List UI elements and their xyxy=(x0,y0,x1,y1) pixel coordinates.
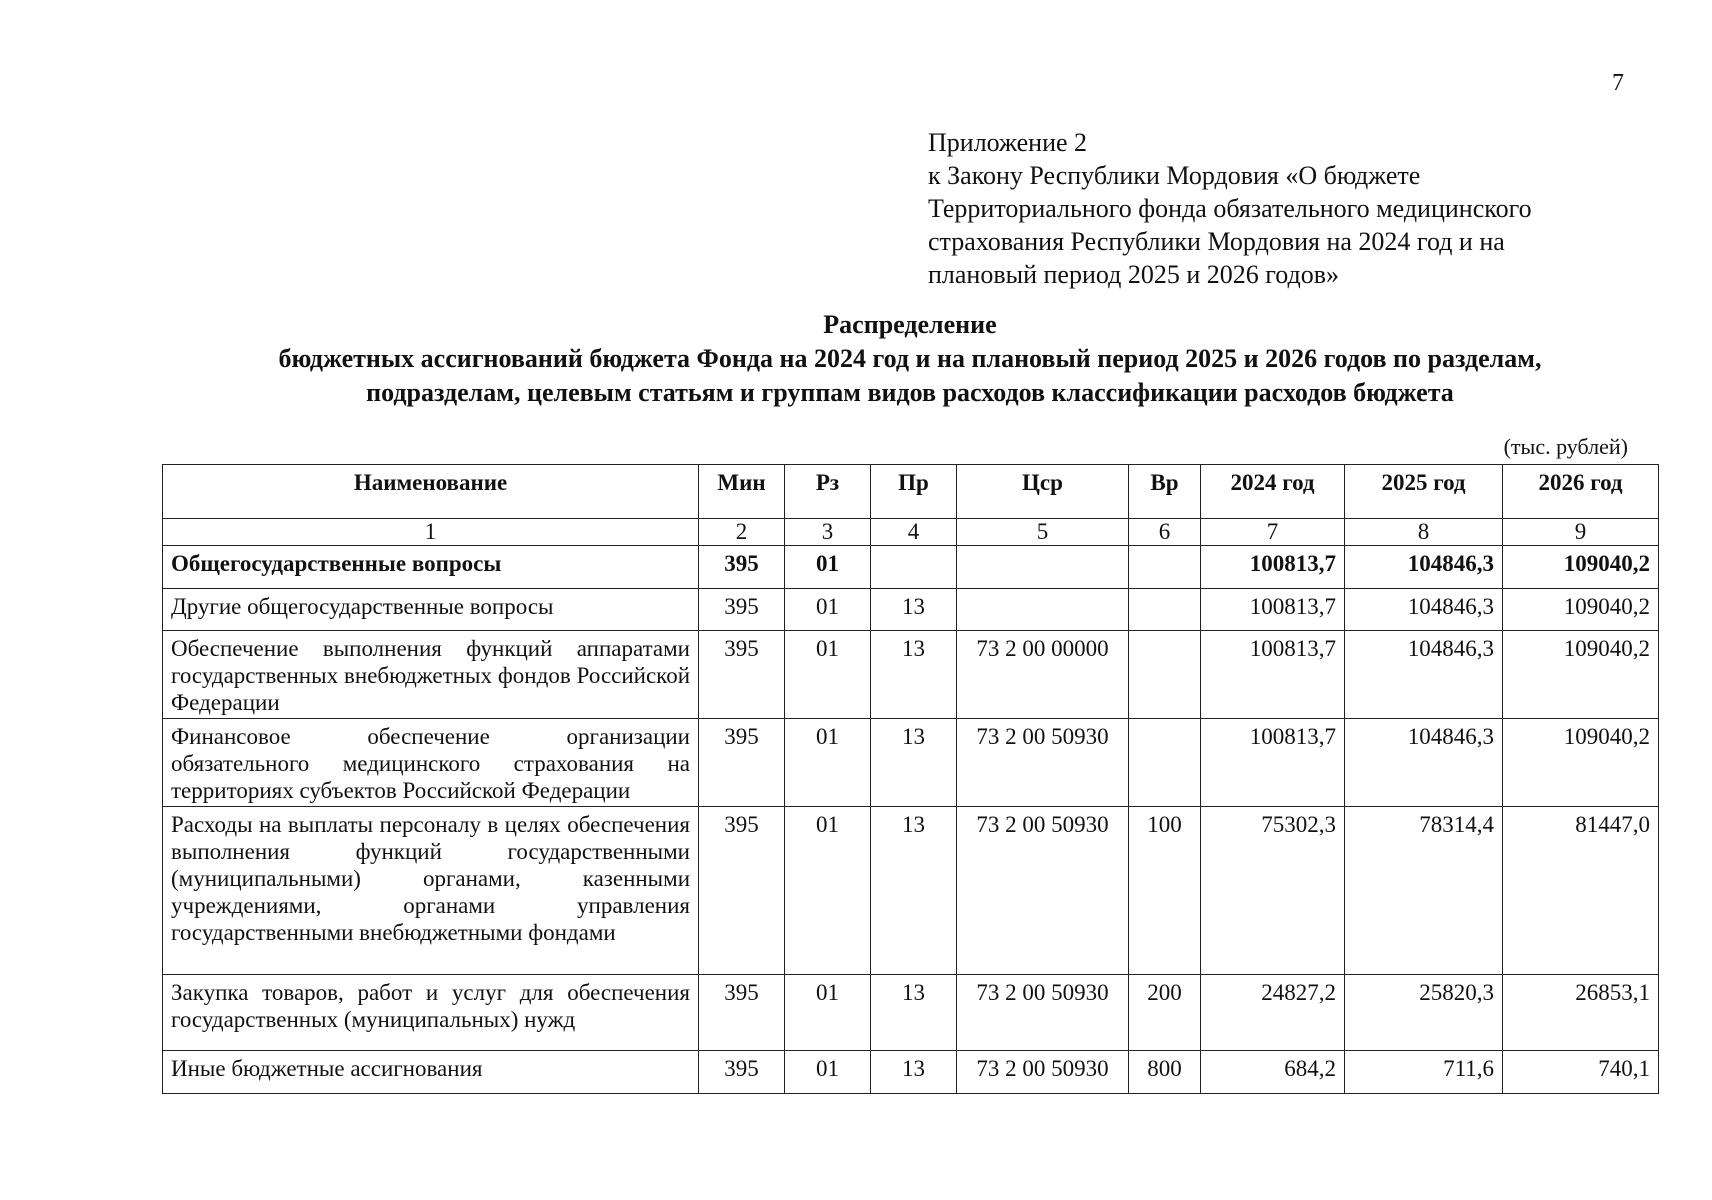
row-2026: 740,1 xyxy=(1503,1051,1659,1094)
document-title xyxy=(160,308,1660,410)
title-line: бюджетных ассигнований бюджета Фонда на 2024 год и на плановый период 2025 и 2026 годов по разделам, xyxy=(278,344,1542,373)
row-vr: 800 xyxy=(1129,1051,1201,1094)
table-row xyxy=(163,589,1659,631)
header-csr: Цср xyxy=(957,465,1129,519)
header-2026: 2026 год xyxy=(1503,465,1659,519)
table-row xyxy=(163,719,1659,807)
row-vr xyxy=(1129,631,1201,719)
title-line: подразделам, целевым статьям и группам видов расходов классификации расходов бюджета xyxy=(366,378,1454,407)
table-row xyxy=(163,975,1659,1051)
row-2026: 109040,2 xyxy=(1503,546,1659,589)
title-heading: Распределение xyxy=(823,310,997,339)
row-2026: 109040,2 xyxy=(1503,719,1659,807)
header-name: Наименование xyxy=(163,465,699,519)
row-rz: 01 xyxy=(785,807,871,975)
table-row xyxy=(163,631,1659,719)
budget-table xyxy=(162,464,1659,1094)
row-min: 395 xyxy=(699,807,785,975)
row-2025: 711,6 xyxy=(1345,1051,1503,1094)
row-csr: 73 2 00 50930 xyxy=(957,1051,1129,1094)
header-min: Мин xyxy=(699,465,785,519)
header-rz: Рз xyxy=(785,465,871,519)
row-name: Обеспечение выполнения функций аппаратами государственных внебюджетных фондов Российской Федерации xyxy=(163,631,699,719)
appendix-header xyxy=(928,126,1648,291)
row-rz: 01 xyxy=(785,631,871,719)
column-number-row xyxy=(163,519,1659,546)
row-name: Общегосударственные вопросы xyxy=(163,546,699,589)
page-number: 7 xyxy=(1612,70,1624,96)
row-min: 395 xyxy=(699,1051,785,1094)
table-row xyxy=(163,807,1659,975)
row-name: Финансовое обеспечение организации обязательного медицинского страхования на территориях субъектов Российской Федерации xyxy=(163,719,699,807)
row-min: 395 xyxy=(699,719,785,807)
appendix-line: Территориального фонда обязательного медицинского xyxy=(928,194,1532,223)
row-2026: 109040,2 xyxy=(1503,589,1659,631)
table-row xyxy=(163,1051,1659,1094)
row-name: Закупка товаров, работ и услуг для обеспечения государственных (муниципальных) нужд xyxy=(163,975,699,1051)
row-name: Иные бюджетные ассигнования xyxy=(163,1051,699,1094)
table-row xyxy=(163,546,1659,589)
row-2024: 100813,7 xyxy=(1201,589,1345,631)
row-rz: 01 xyxy=(785,589,871,631)
row-vr: 200 xyxy=(1129,975,1201,1051)
row-2024: 24827,2 xyxy=(1201,975,1345,1051)
row-2025: 104846,3 xyxy=(1345,631,1503,719)
row-csr: 73 2 00 00000 xyxy=(957,631,1129,719)
row-pr: 13 xyxy=(871,975,957,1051)
column-number: 4 xyxy=(871,519,957,546)
row-csr: 73 2 00 50930 xyxy=(957,807,1129,975)
row-min: 395 xyxy=(699,546,785,589)
row-min: 395 xyxy=(699,631,785,719)
column-number: 1 xyxy=(163,519,699,546)
header-pr: Пр xyxy=(871,465,957,519)
units-label: (тыс. рублей) xyxy=(1503,434,1628,459)
row-vr xyxy=(1129,719,1201,807)
row-csr xyxy=(957,589,1129,631)
row-2024: 75302,3 xyxy=(1201,807,1345,975)
row-csr: 73 2 00 50930 xyxy=(957,719,1129,807)
row-2024: 100813,7 xyxy=(1201,719,1345,807)
appendix-line: страхования Республики Мордовия на 2024 год и на xyxy=(928,227,1505,256)
row-min: 395 xyxy=(699,975,785,1051)
row-pr: 13 xyxy=(871,631,957,719)
row-min: 395 xyxy=(699,589,785,631)
row-rz: 01 xyxy=(785,719,871,807)
row-2024: 100813,7 xyxy=(1201,631,1345,719)
row-csr: 73 2 00 50930 xyxy=(957,975,1129,1051)
row-2025: 104846,3 xyxy=(1345,719,1503,807)
row-name: Расходы на выплаты персоналу в целях обеспечения выполнения функций государственными (муниципальными) органами, казенными учреждениями, органами управления государственными внебюджетными фондами xyxy=(163,807,699,975)
column-number: 3 xyxy=(785,519,871,546)
row-2025: 78314,4 xyxy=(1345,807,1503,975)
appendix-line: Приложение 2 xyxy=(928,128,1088,157)
row-2024: 684,2 xyxy=(1201,1051,1345,1094)
column-number: 8 xyxy=(1345,519,1503,546)
row-pr: 13 xyxy=(871,1051,957,1094)
appendix-line: к Закону Республики Мордовия «О бюджете xyxy=(928,161,1421,190)
table-header-row xyxy=(163,465,1659,519)
row-pr: 13 xyxy=(871,719,957,807)
header-2025: 2025 год xyxy=(1345,465,1503,519)
row-2025: 104846,3 xyxy=(1345,589,1503,631)
row-2026: 81447,0 xyxy=(1503,807,1659,975)
appendix-line: плановый период 2025 и 2026 годов» xyxy=(928,260,1340,289)
row-2026: 26853,1 xyxy=(1503,975,1659,1051)
row-rz: 01 xyxy=(785,546,871,589)
column-number: 9 xyxy=(1503,519,1659,546)
row-2024: 100813,7 xyxy=(1201,546,1345,589)
row-rz: 01 xyxy=(785,975,871,1051)
row-vr xyxy=(1129,546,1201,589)
column-number: 7 xyxy=(1201,519,1345,546)
header-vr: Вр xyxy=(1129,465,1201,519)
row-pr: 13 xyxy=(871,589,957,631)
row-name: Другие общегосударственные вопросы xyxy=(163,589,699,631)
column-number: 2 xyxy=(699,519,785,546)
row-2025: 25820,3 xyxy=(1345,975,1503,1051)
row-2025: 104846,3 xyxy=(1345,546,1503,589)
column-number: 5 xyxy=(957,519,1129,546)
header-2024: 2024 год xyxy=(1201,465,1345,519)
row-pr: 13 xyxy=(871,807,957,975)
row-vr: 100 xyxy=(1129,807,1201,975)
row-csr xyxy=(957,546,1129,589)
column-number: 6 xyxy=(1129,519,1201,546)
row-2026: 109040,2 xyxy=(1503,631,1659,719)
row-pr xyxy=(871,546,957,589)
row-vr xyxy=(1129,589,1201,631)
row-rz: 01 xyxy=(785,1051,871,1094)
